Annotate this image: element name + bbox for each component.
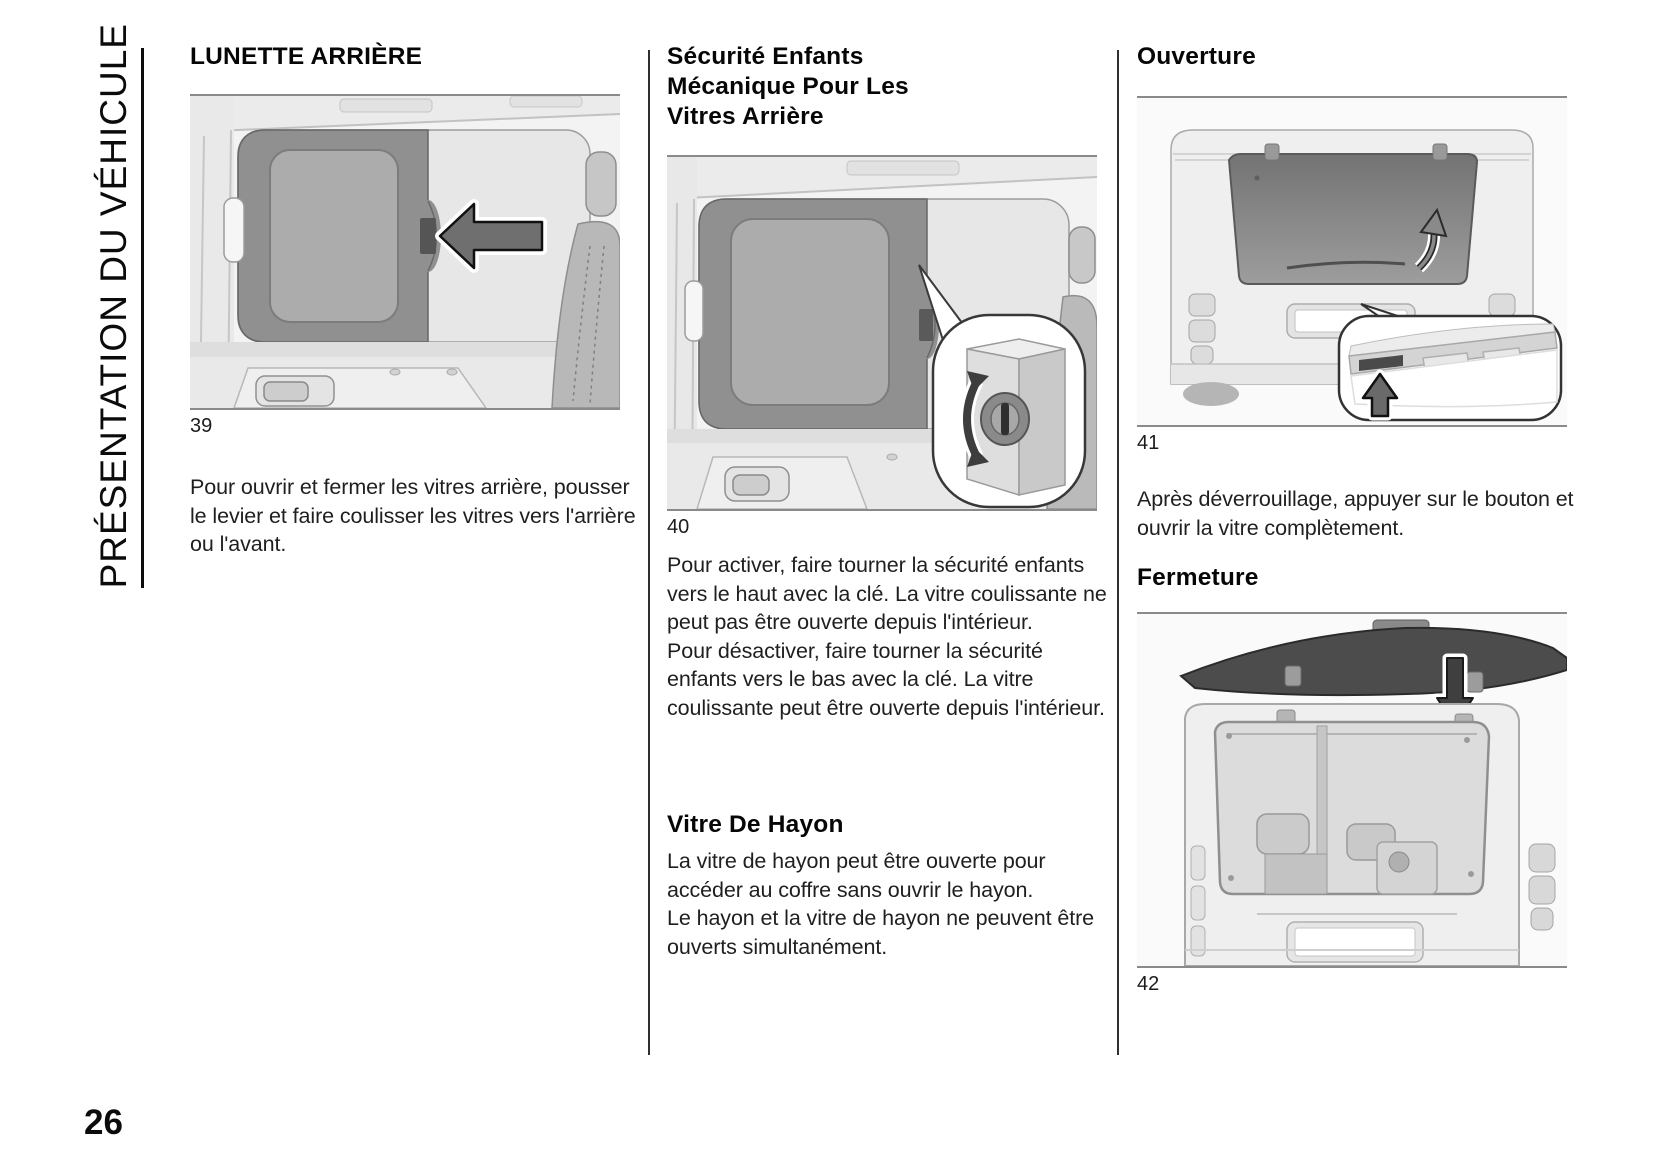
- chapter-tab: [84, 22, 142, 588]
- figure-caption: 39: [190, 415, 213, 437]
- hinge: [1265, 144, 1279, 160]
- paragraph-ouverture: Après déverrouillage, appuyer sur le bouton et ouvrir la vitre complètement.: [1137, 487, 1574, 540]
- figure-bottom-rule: [1137, 425, 1567, 427]
- figure-bottom-rule: [1137, 966, 1567, 968]
- figure-42-illustration: [1137, 614, 1567, 966]
- wheel: [1183, 382, 1239, 406]
- figure-caption: 41: [1137, 432, 1160, 454]
- key-slot: [1001, 403, 1009, 435]
- page-number: 26: [84, 1103, 123, 1142]
- figure-41: [1137, 96, 1567, 454]
- taillight: [1189, 294, 1215, 316]
- taillight: [1529, 876, 1555, 904]
- figure-41-illustration: [1137, 98, 1567, 425]
- hinge: [1285, 666, 1301, 686]
- chapter-tab-rule: [141, 48, 144, 588]
- taillight: [1189, 320, 1215, 342]
- paragraph-securite-enfants: Pour activer, faire tourner la sécurité enfants vers le haut avec la clé. La vitre coulissante ne peut pas être ouverte depuis l'intérieur. Pour désactiver, faire tourner la sécurité enfants vers le bas avec la clé. La vitre coulissante peut être ouverte depuis l'intérieur.: [667, 553, 1107, 720]
- license-plate-area: [1295, 928, 1415, 956]
- sliding-glass-pane: [731, 219, 889, 405]
- window-lever: [420, 218, 436, 254]
- figure-39-illustration: [190, 96, 620, 408]
- seat-headrest: [1257, 814, 1309, 854]
- taillight: [1531, 908, 1553, 930]
- section-title-vitre-de-hayon: Vitre De Hayon: [667, 811, 844, 838]
- hinge: [1433, 144, 1447, 160]
- taillight: [1529, 844, 1555, 872]
- seat-back: [1265, 854, 1327, 894]
- column-divider: [648, 50, 650, 1055]
- body-trim: [1191, 926, 1205, 956]
- figure-42: [1137, 612, 1567, 995]
- figure-40-illustration: [667, 157, 1097, 509]
- section-title-ouverture: Ouverture: [1137, 43, 1256, 70]
- seat-headrest: [586, 152, 616, 216]
- figure-39: [190, 94, 620, 437]
- figure-40: [667, 155, 1097, 538]
- chapter-tab-label: PRÉSENTATION DU VÉHICULE: [92, 22, 134, 588]
- taillight: [1489, 294, 1515, 316]
- figure-caption: 42: [1137, 973, 1160, 995]
- taillight: [1191, 346, 1213, 364]
- column-divider: [1117, 50, 1119, 1055]
- figure-caption: 40: [667, 516, 690, 538]
- body-trim: [1191, 846, 1205, 880]
- paragraph-vitre-de-hayon: La vitre de hayon peut être ouverte pour accéder au coffre sans ouvrir le hayon. Le hayon et la vitre de hayon ne peuvent être ouverts simultanément.: [667, 849, 1095, 959]
- seat-headrest: [1069, 227, 1095, 283]
- body-trim: [1191, 886, 1205, 920]
- figure-bottom-rule: [667, 509, 1097, 511]
- section-title-securite-enfants: Sécurité Enfants Mécanique Pour Les Vitres Arrière: [667, 43, 909, 130]
- section-title-lunette-arriere: LUNETTE ARRIÈRE: [190, 43, 423, 70]
- hinge: [1467, 672, 1483, 692]
- grab-handle: [224, 198, 244, 262]
- window-lever: [919, 309, 933, 341]
- figure-bottom-rule: [190, 408, 620, 410]
- window-aperture: [1215, 722, 1489, 894]
- section-title-fermeture: Fermeture: [1137, 564, 1259, 591]
- grab-handle: [685, 281, 703, 341]
- paragraph-lunette-arriere: Pour ouvrir et fermer les vitres arrière, pousser le levier et faire coulisser les vitres vers l'arrière ou l'avant.: [190, 475, 636, 556]
- sliding-glass-pane: [270, 150, 398, 322]
